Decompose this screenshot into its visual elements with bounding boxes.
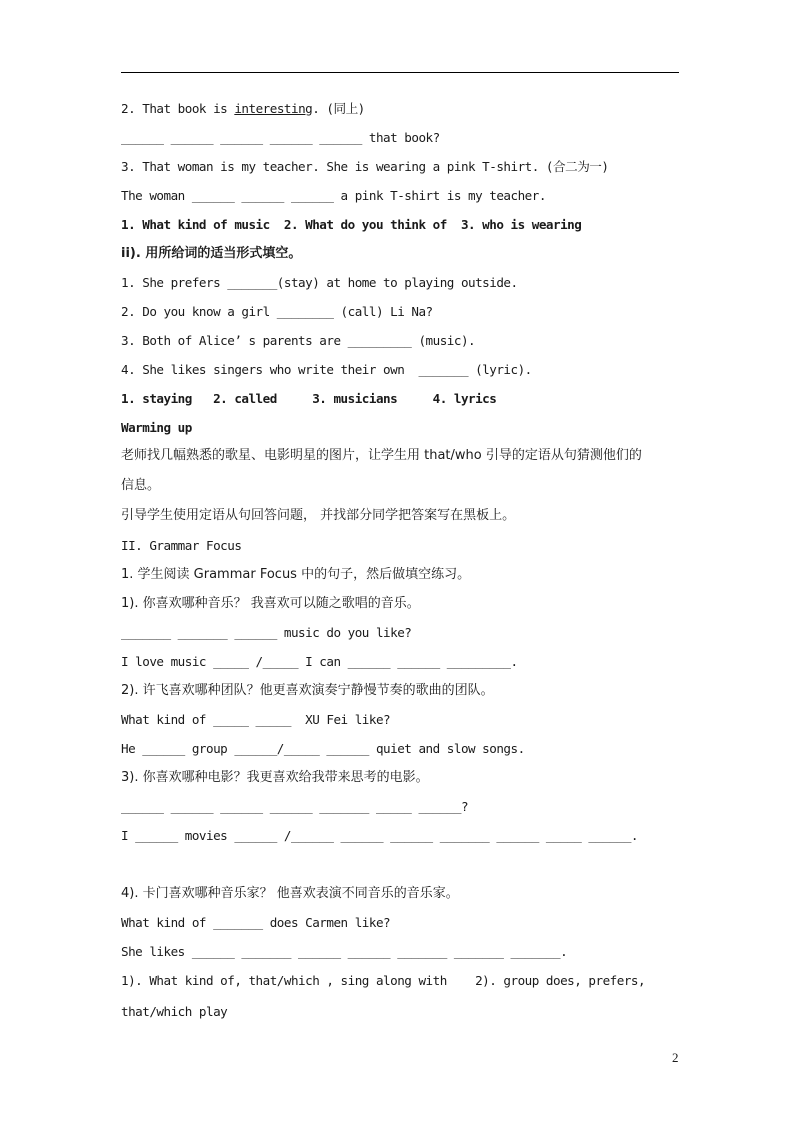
section-heading: ii). 用所给词的适当形式填空。 [121, 246, 302, 261]
blank-line: ______ ______ ______ ______ _______ _____ ______? [121, 799, 469, 814]
blank-line: He ______ group ______/_____ ______ quiet and slow songs. [121, 741, 525, 756]
blank-line: ______ ______ ______ ______ ______ that book? [121, 130, 440, 145]
paragraph-line: 引导学生使用定语从句回答问题， 并找部分同学把答案写在黑板上。 [121, 508, 516, 523]
paragraph-line: 老师找几幅熟悉的歌星、电影明星的图片，让学生用 that/who 引导的定语从句猜测他们的 [121, 448, 642, 463]
answer-line: that/which play [121, 1004, 228, 1019]
exercise-line: 3. Both of Alice’ s parents are _________ (music). [121, 333, 476, 348]
exercise-line-book [121, 101, 365, 117]
text-segment: 2. That book is [121, 101, 235, 116]
underlined-word: interesting [234, 101, 313, 116]
exercise-line: 2. Do you know a girl ________ (call) Li Na? [121, 304, 433, 319]
paragraph-line: 信息。 [121, 478, 161, 493]
blank-line: _______ _______ ______ music do you like? [121, 625, 412, 640]
header-rule [121, 72, 679, 73]
blank-line: I ______ movies ______ /______ ______ ______ _______ ______ _____ ______. [121, 828, 638, 843]
exercise-line: 4. She likes singers who write their own _______ (lyric). [121, 362, 532, 377]
blank-line: The woman ______ ______ ______ a pink T-shirt is my teacher. [121, 188, 546, 203]
page-number: 2 [672, 1050, 679, 1065]
question-line: 2). 许飞喜欢哪种团队？他更喜欢演奏宁静慢节奏的歌曲的团队。 [121, 683, 494, 698]
section-heading: Warming up [121, 420, 192, 435]
blank-line: What kind of _____ _____ XU Fei like? [121, 712, 391, 727]
exercise-line: 1. She prefers _______(stay) at home to playing outside. [121, 275, 518, 290]
text-segment: . (同上) [312, 101, 365, 116]
blank-line: She likes ______ _______ ______ ______ _______ _______ _______. [121, 944, 568, 959]
answer-line: 1. What kind of music 2. What do you think of 3. who is wearing [121, 217, 582, 232]
section-heading: II. Grammar Focus [121, 538, 242, 553]
question-line: 4). 卡门喜欢哪种音乐家？ 他喜欢表演不同音乐的音乐家。 [121, 886, 459, 901]
answer-line: 1). What kind of, that/which , sing along with 2). group does, prefers, [121, 973, 646, 988]
blank-line: What kind of _______ does Carmen like? [121, 915, 391, 930]
exercise-line-woman: 3. That woman is my teacher. She is wearing a pink T-shirt. (合二为一) [121, 159, 609, 174]
answer-line: 1. staying 2. called 3. musicians 4. lyrics [121, 391, 497, 406]
question-line: 1). 你喜欢哪种音乐？ 我喜欢可以随之歌唱的音乐。 [121, 596, 420, 611]
question-line: 3). 你喜欢哪种电影？我更喜欢给我带来思考的电影。 [121, 770, 429, 785]
blank-line: I love music _____ /_____ I can ______ ______ _________. [121, 654, 518, 669]
instruction-line: 1. 学生阅读 Grammar Focus 中的句子，然后做填空练习。 [121, 567, 471, 582]
